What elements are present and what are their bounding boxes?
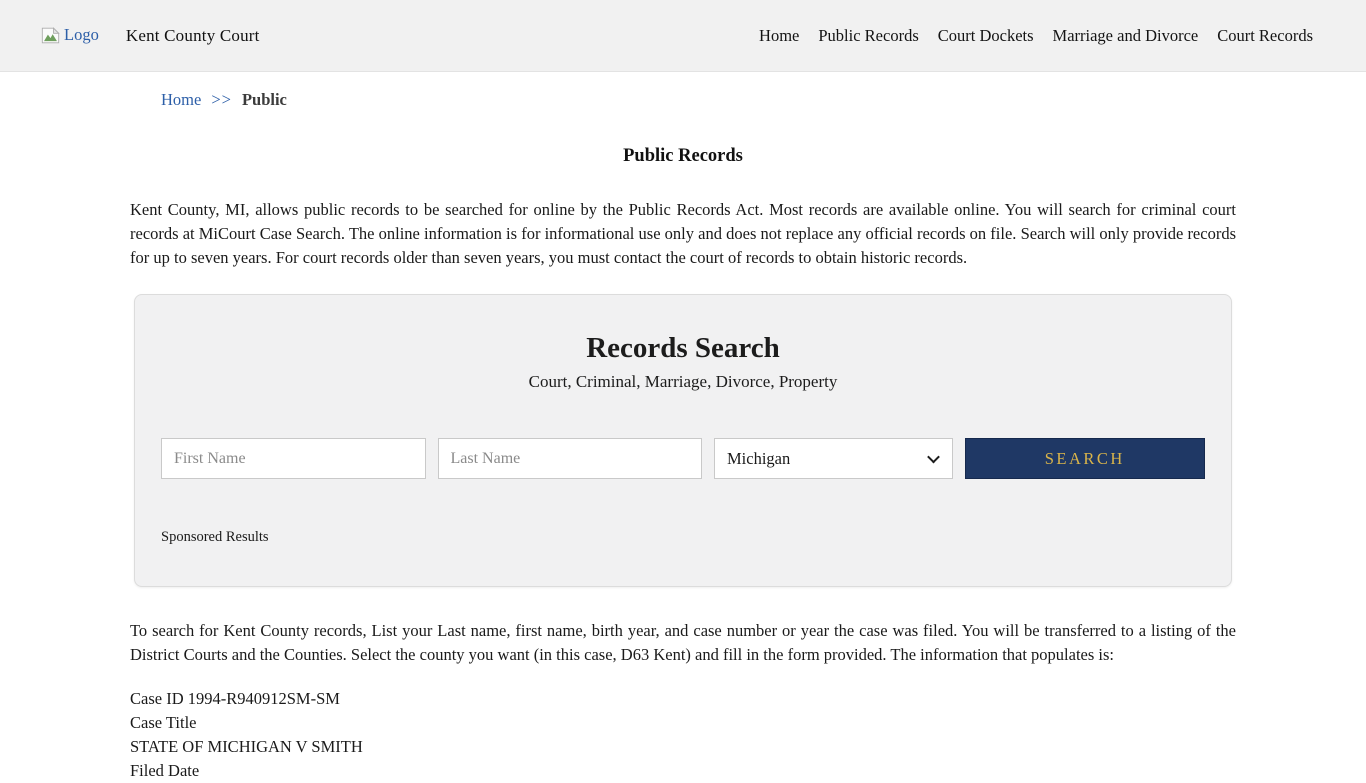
search-button[interactable]: SEARCH (965, 438, 1206, 479)
filed-date-label: Filed Date (130, 761, 200, 780)
breadcrumb-home-link[interactable]: Home (161, 90, 202, 109)
first-name-input[interactable] (161, 438, 426, 479)
breadcrumb (130, 90, 1236, 110)
sponsored-results-label: Sponsored Results (161, 529, 269, 545)
nav-public-records[interactable]: Public Records (818, 25, 919, 45)
site-logo[interactable] (40, 26, 99, 45)
state-select[interactable] (714, 438, 953, 479)
site-header (0, 0, 1366, 72)
last-name-input[interactable] (438, 438, 703, 479)
search-panel-subtitle: Court, Criminal, Marriage, Divorce, Property (528, 372, 838, 391)
main-nav (759, 26, 1313, 46)
logo-alt-text: Logo (64, 25, 99, 45)
case-id-line: Case ID 1994-R940912SM-SM (130, 689, 340, 708)
case-title-value: STATE OF MICHIGAN V SMITH (130, 737, 363, 756)
breadcrumb-current: Public (241, 90, 287, 109)
brand (40, 26, 260, 46)
intro-paragraph: Kent County, MI, allows public records to be searched for online by the Public Records Act. Most records are available online. You will search for criminal court records at MiCourt Case Search. The online information is for informational use only and does not replace any official records on file. Search will only provide records for up to seven years. For court records older than seven years, you must contact the court of records to obtain historic records. (130, 200, 1236, 267)
nav-home[interactable]: Home (759, 25, 800, 45)
site-title: Kent County Court (125, 25, 260, 45)
breadcrumb-separator: >> (211, 90, 232, 109)
records-search-panel (134, 294, 1232, 587)
nav-court-records[interactable]: Court Records (1217, 25, 1313, 45)
case-example (130, 687, 1236, 783)
search-panel-title: Records Search (586, 332, 780, 364)
nav-court-dockets[interactable]: Court Dockets (937, 25, 1034, 45)
main-content (130, 90, 1236, 783)
instructions-paragraph: To search for Kent County records, List your Last name, first name, birth year, and case number or year the case was filed. You will be transferred to a listing of the District Courts and the Counties. Select the county you want (in this case, D63 Kent) and fill in the form provided. The information that populates is: (130, 621, 1236, 664)
nav-marriage-and-divorce[interactable]: Marriage and Divorce (1052, 25, 1199, 45)
page-title: Public Records (623, 146, 743, 166)
state-select-wrap (714, 438, 953, 479)
records-search-form (161, 438, 1205, 479)
case-title-label: Case Title (130, 713, 197, 732)
broken-image-icon (40, 26, 61, 45)
